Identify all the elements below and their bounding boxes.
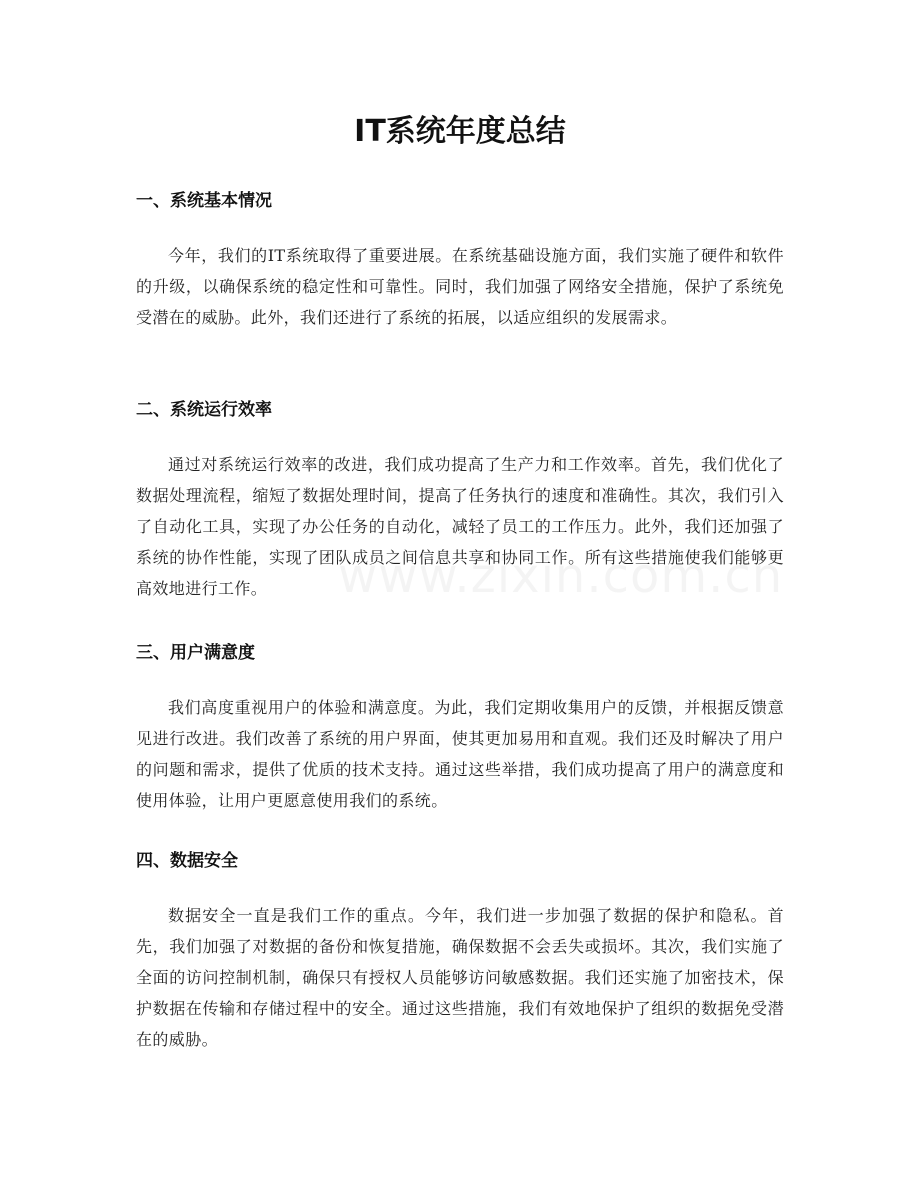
section-heading: 四、数据安全	[136, 851, 238, 871]
section-data-security	[136, 848, 784, 1055]
section-user-satisfaction	[136, 640, 784, 816]
section-operating-efficiency	[136, 397, 784, 604]
section-heading: 三、用户满意度	[136, 643, 255, 663]
section-paragraph: 通过对系统运行效率的改进，我们成功提高了生产力和工作效率。首先，我们优化了数据处理流程，缩短了数据处理时间，提高了任务执行的速度和准确性。其次，我们引入了自动化工具，实现了办公任务的自动化，减轻了员工的工作压力。此外，我们还加强了系统的协作性能，实现了团队成员之间信息共享和协同工作。所有这些措施使我们能够更高效地进行工作。	[136, 455, 784, 598]
section-basic-situation	[136, 188, 784, 333]
section-paragraph: 数据安全一直是我们工作的重点。今年，我们进一步加强了数据的保护和隐私。首先，我们加强了对数据的备份和恢复措施，确保数据不会丢失或损坏。其次，我们实施了全面的访问控制机制，确保只有授权人员能够访问敏感数据。我们还实施了加密技术，保护数据在传输和存储过程中的安全。通过这些措施，我们有效地保护了组织的数据免受潜在的威胁。	[136, 906, 784, 1049]
section-paragraph: 我们高度重视用户的体验和满意度。为此，我们定期收集用户的反馈，并根据反馈意见进行改进。我们改善了系统的用户界面，使其更加易用和直观。我们还及时解决了用户的问题和需求，提供了优质的技术支持。通过这些举措，我们成功提高了用户的满意度和使用体验，让用户更愿意使用我们的系统。	[136, 698, 784, 810]
section-paragraph: 今年，我们的IT系统取得了重要进展。在系统基础设施方面，我们实施了硬件和软件的升级，以确保系统的稳定性和可靠性。同时，我们加强了网络安全措施，保护了系统免受潜在的威胁。此外，我们还进行了系统的拓展，以适应组织的发展需求。	[136, 246, 784, 327]
section-heading: 一、系统基本情况	[136, 191, 272, 211]
document-title: IT系统年度总结	[354, 114, 566, 149]
section-heading: 二、系统运行效率	[136, 400, 272, 420]
